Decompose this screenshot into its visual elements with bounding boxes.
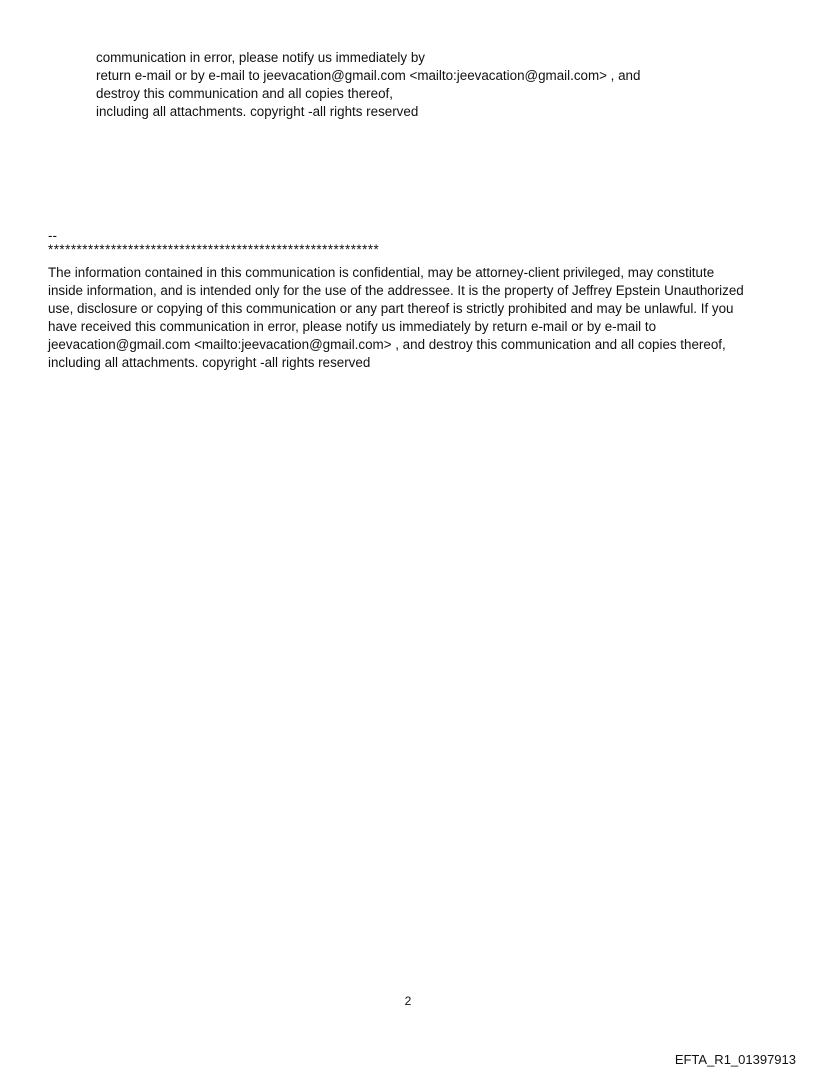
page-number: 2: [404, 994, 412, 1008]
quoted-line: communication in error, please notify us immediately by: [96, 50, 425, 65]
quoted-line: including all attachments. copyright -all rights reserved: [96, 104, 419, 119]
disclaimer-line: including all attachments. copyright -all rights reserved: [48, 355, 371, 370]
disclaimer-line: have received this communication in error, please notify us immediately by return e-mail or by e-mail to: [48, 319, 657, 334]
document-id: EFTA_R1_01397913: [674, 1052, 796, 1067]
disclaimer-line: The information contained in this communication is confidential, may be attorney-client privileged, may constitute: [48, 265, 715, 280]
disclaimer-line: use, disclosure or copying of this communication or any part thereof is strictly prohibited and may be unlawful. If you: [48, 301, 734, 316]
disclaimer-line: inside information, and is intended only for the use of the addressee. It is the property of Jeffrey Epstein Unauthorized: [48, 283, 744, 298]
disclaimer-line: jeevacation@gmail.com <mailto:jeevacation@gmail.com> , and destroy this communication and all copies thereof,: [48, 337, 726, 352]
quoted-line: return e-mail or by e-mail to jeevacation@gmail.com <mailto:jeevacation@gmail.com> , and: [96, 68, 641, 83]
signature-separator: **********************************************************: [48, 242, 380, 257]
signature-dash: --: [48, 228, 57, 243]
quoted-line: destroy this communication and all copies thereof,: [96, 86, 393, 101]
